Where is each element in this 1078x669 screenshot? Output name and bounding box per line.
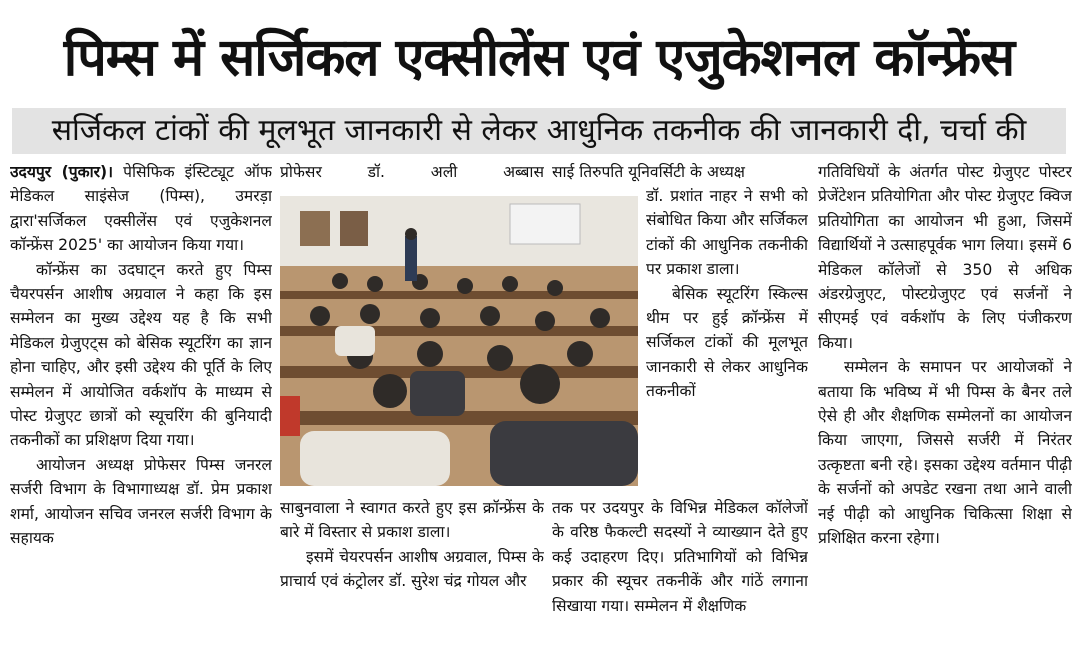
paragraph: तक पर उदयपुर के विभिन्न मेडिकल कॉलेजों के वरिष्ठ फैकल्टी सदस्यों ने व्याख्यान देते हुए कई उदाहरण दिए। प्रतिभागियों को विभिन्न प्रकार की स्यूचर तकनीकें और गांठें लगाना सिखाया गया। सम्मेलन में शैक्षणिक xyxy=(552,499,808,615)
article-column-4 xyxy=(818,160,1072,665)
paragraph: प्रोफेसर डॉ. अली अब्बास xyxy=(280,163,544,181)
article-column-3-beside-photo xyxy=(646,184,808,484)
article-column-1 xyxy=(10,160,272,665)
dateline: उदयपुर (पुकार)। xyxy=(10,163,114,181)
paragraph: गतिविधियों के अंतर्गत पोस्ट ग्रेजुएट पोस्टर प्रेजेंटेशन प्रतियोगिता और पोस्ट ग्रेजुएट क्विज प्रतियोगिता का आयोजन भी हुआ, जिसमें विद्यार्थियों ने उत्साहपूर्वक भाग लिया। इसमें 6 मेडिकल कॉलेजों से 350 से अधिक अंडरग्रेजुएट, पोस्टग्रेजुएट एवं सर्जनों ने सीएमई एवं वर्कशॉप के लिए पंजीकरण किया। xyxy=(818,163,1072,352)
paragraph: डॉ. प्रशांत नाहर ने सभी को संबोधित किया और सर्जिकल टांकों की आधुनिक तकनीकी पर प्रकाश डाला। xyxy=(646,187,808,279)
paragraph: बेसिक स्यूटरिंग स्किल्स थीम पर हुई क्रॉन्फ्रेंस में सर्जिकल टांकों की मूलभूत जानकारी से लेकर आधुनिक तकनीकों xyxy=(646,284,808,401)
headline: पिम्स में सर्जिकल एक्सीलेंस एवं एजुकेशनल कॉन्फ्रेंस xyxy=(63,28,1015,88)
paragraph-text: पेसिफिक इंस्टिट्यूट ऑफ मेडिकल साइंसेज (पिम्स), उमरड़ा द्वारा'सर्जिकल एक्सीलेंस एवं एजुकेशनल कॉन्फ्रेंस 2025' का आयोजन किया गया। xyxy=(10,163,272,255)
paragraph: साबुनवाला ने स्वागत करते हुए इस क्रॉन्फ्रेंस के बारे में विस्तार से प्रकाश डाला। xyxy=(280,499,544,542)
subheadline: सर्जिकल टांकों की मूलभूत जानकारी से लेकर आधुनिक तकनीक की जानकारी दी, चर्चा की xyxy=(12,108,1066,154)
paragraph: आयोजन अध्यक्ष प्रोफेसर पिम्स जनरल सर्जरी विभाग के विभागाध्यक्ष डॉ. प्रेम प्रकाश शर्मा, आयोजन सचिव जनरल सर्जरी विभाग के सहायक xyxy=(10,455,272,548)
paragraph xyxy=(10,160,272,258)
conference-photo xyxy=(280,196,638,486)
paragraph: साई तिरुपति यूनिवर्सिटी के अध्यक्ष xyxy=(552,163,745,181)
paragraph: कॉन्फ्रेंस का उदघाट्न करते हुए पिम्स चैयरपर्सन आशीष अग्रवाल ने कहा कि इस सम्मेलन का मुख्य उद्देश्य यह है कि सभी मेडिकल ग्रेजुएट्स को बेसिक स्यूटरिंग का ज्ञान होना चाहिए, और इसी उद्देश्य की पूर्ति के लिए सम्मेलन में आयोजित वर्कशॉप के माध्यम से पोस्ट ग्रेजुएट छात्रों को स्यूचरिंग की बुनियादी तकनीकों का प्रशिक्षण दिया गया। xyxy=(10,260,272,450)
paragraph: इसमें चेयरपर्सन आशीष अग्रवाल, पिम्स के प्राचार्य एवं कंट्रोलर डॉ. सुरेश चंद्र गोयल और xyxy=(280,547,544,591)
paragraph: सम्मेलन के समापन पर आयोजकों ने बताया कि भविष्य में भी पिम्स के बैनर तले ऐसे ही और शैक्षणिक सम्मेलनों का आयोजन किया जाएगा, जिससे सर्जरी में निरंतर उत्कृष्टता बनी रहे। इसका उद्देश्य वर्तमान पीढ़ी के सर्जनों को अपडेट रखना तथा आने वाली नई पीढ़ी को आधुनिक चिकित्सा शिक्षा से प्रशिक्षित करना रहेगा। xyxy=(818,358,1072,548)
article-column-3-bottom xyxy=(552,496,808,665)
article-column-2-continued xyxy=(280,496,544,665)
